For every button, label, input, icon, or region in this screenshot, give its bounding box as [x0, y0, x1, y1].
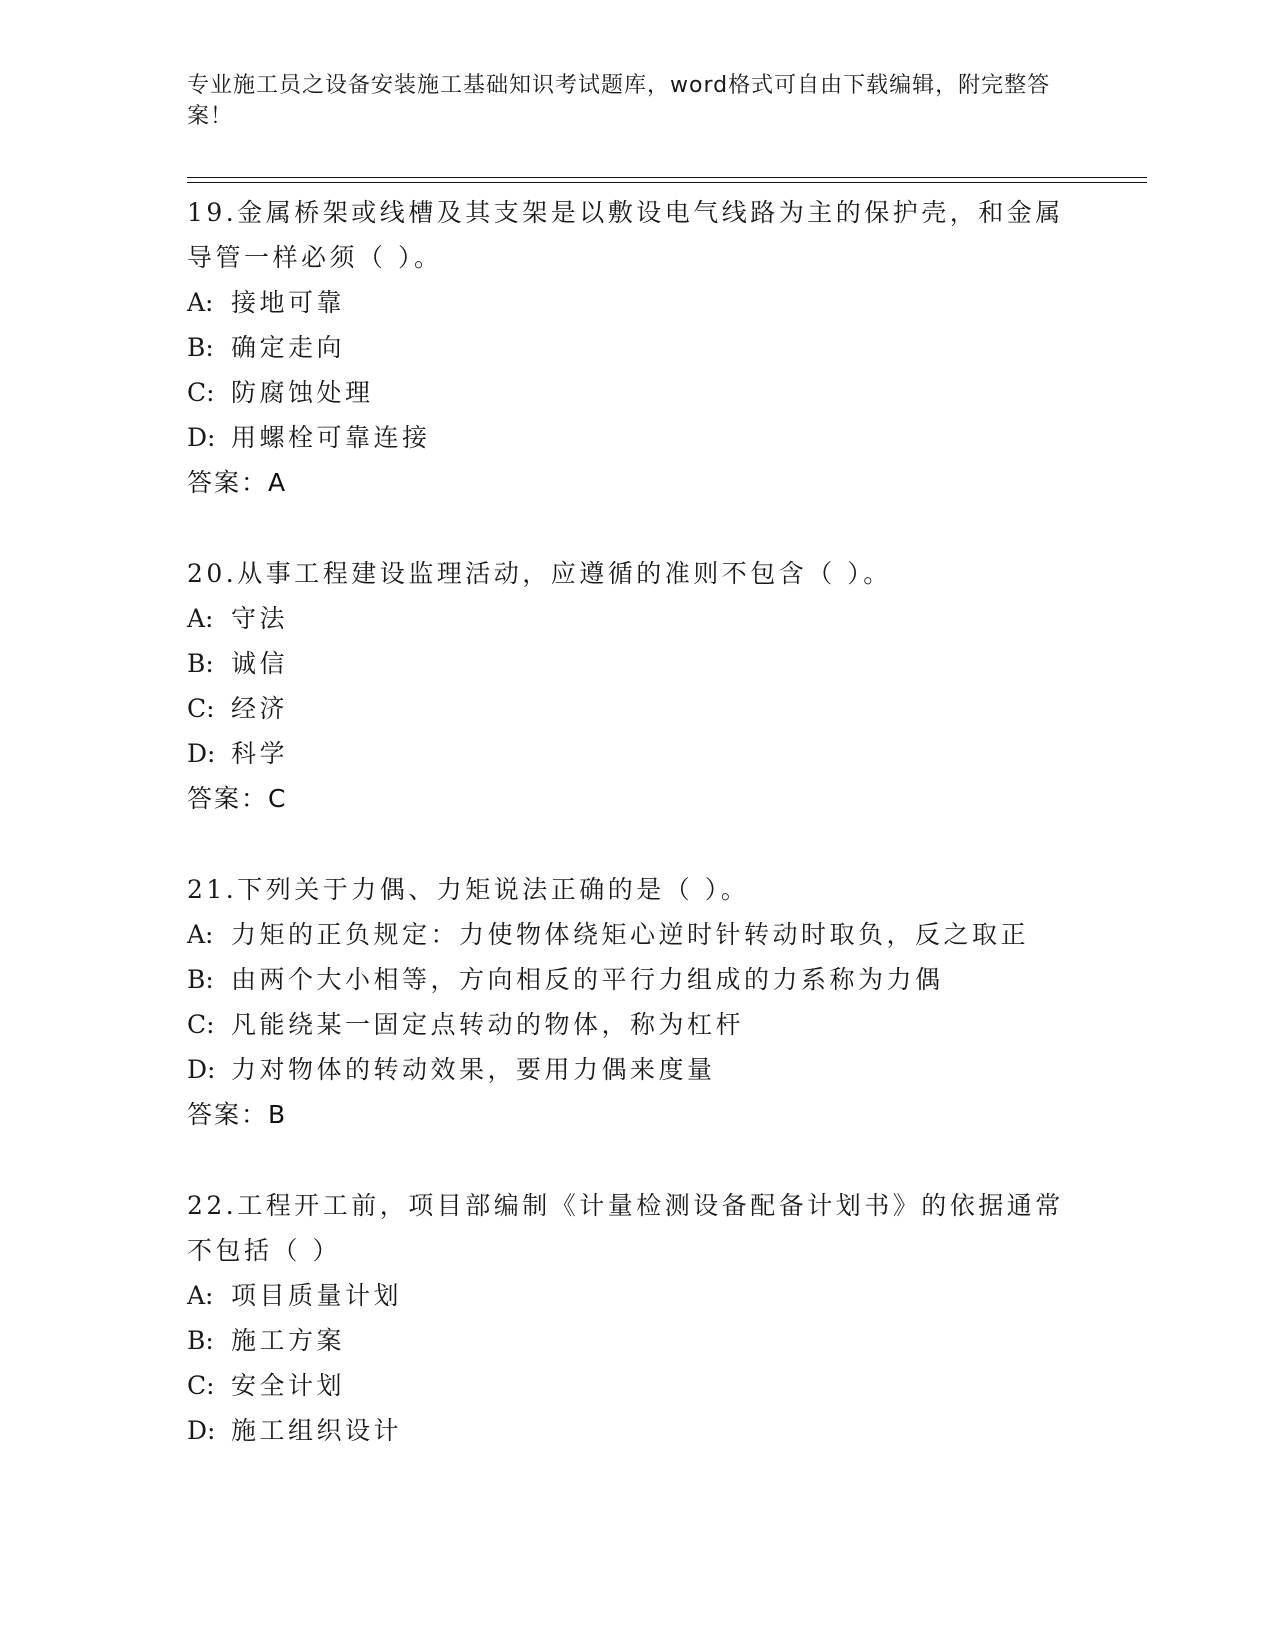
option-a [187, 1273, 1087, 1318]
question-stem: 22.工程开工前，项目部编制《计量检测设备配备计划书》的依据通常不包括（ ） [187, 1191, 1064, 1265]
option-c [187, 1002, 1087, 1047]
option-a [187, 912, 1087, 957]
option-letter: A: [187, 604, 214, 633]
option-b [187, 1318, 1087, 1363]
option-letter: D: [187, 1416, 216, 1445]
option-text: 用螺栓可靠连接 [231, 423, 431, 452]
option-text: 力矩的正负规定：力使物体绕矩心逆时针转动时取负，反之取正 [231, 920, 1030, 949]
option-text: 接地可靠 [231, 288, 346, 317]
answer-line: 答案：A [187, 468, 288, 497]
option-a [187, 280, 1087, 325]
answer-line: 答案：C [187, 784, 288, 813]
option-letter: A: [187, 920, 214, 949]
option-d [187, 415, 1087, 460]
option-text: 凡能绕某一固定点转动的物体，称为杠杆 [231, 1010, 745, 1039]
option-d [187, 731, 1087, 776]
option-c [187, 686, 1087, 731]
option-text: 经济 [231, 694, 289, 723]
option-letter: C: [187, 694, 215, 723]
option-text: 力对物体的转动效果，要用力偶来度量 [231, 1055, 716, 1084]
option-letter: B: [187, 333, 214, 362]
option-text: 确定走向 [231, 333, 346, 362]
question-stem: 20.从事工程建设监理活动，应遵循的准则不包含（ ）。 [187, 559, 892, 588]
option-d [187, 1408, 1087, 1453]
option-letter: D: [187, 423, 216, 452]
option-letter: B: [187, 965, 214, 994]
question-stem: 21.下列关于力偶、力矩说法正确的是（ ）。 [187, 875, 750, 904]
question-stem: 19.金属桥架或线槽及其支架是以敷设电气线路为主的保护壳，和金属导管一样必须（ ）。 [187, 198, 1064, 272]
option-b [187, 957, 1087, 1002]
document-header: 专业施工员之设备安装施工基础知识考试题库，word格式可自由下载编辑，附完整答案！ [187, 73, 1051, 129]
question-20 [187, 551, 1087, 821]
header-rule-top [187, 177, 1147, 178]
option-letter: C: [187, 1371, 215, 1400]
header-rule-bottom [187, 182, 1147, 183]
option-c [187, 370, 1087, 415]
question-19 [187, 190, 1087, 505]
option-letter: D: [187, 739, 216, 768]
option-letter: D: [187, 1055, 216, 1084]
option-letter: B: [187, 649, 214, 678]
document-page [187, 70, 1147, 132]
option-text: 安全计划 [231, 1371, 346, 1400]
option-a [187, 596, 1087, 641]
option-text: 守法 [231, 604, 289, 633]
option-text: 由两个大小相等，方向相反的平行力组成的力系称为力偶 [231, 965, 944, 994]
option-letter: B: [187, 1326, 214, 1355]
answer-line: 答案：B [187, 1100, 288, 1129]
question-22 [187, 1183, 1087, 1453]
option-text: 施工方案 [231, 1326, 346, 1355]
option-letter: C: [187, 378, 215, 407]
option-letter: A: [187, 1281, 214, 1310]
option-text: 诚信 [231, 649, 289, 678]
option-b [187, 325, 1087, 370]
question-21 [187, 867, 1087, 1137]
option-b [187, 641, 1087, 686]
option-text: 科学 [231, 739, 289, 768]
option-letter: A: [187, 288, 214, 317]
option-text: 施工组织设计 [231, 1416, 403, 1445]
option-d [187, 1047, 1087, 1092]
option-text: 防腐蚀处理 [231, 378, 374, 407]
question-list [187, 190, 1087, 1499]
option-c [187, 1363, 1087, 1408]
option-letter: C: [187, 1010, 215, 1039]
option-text: 项目质量计划 [231, 1281, 403, 1310]
